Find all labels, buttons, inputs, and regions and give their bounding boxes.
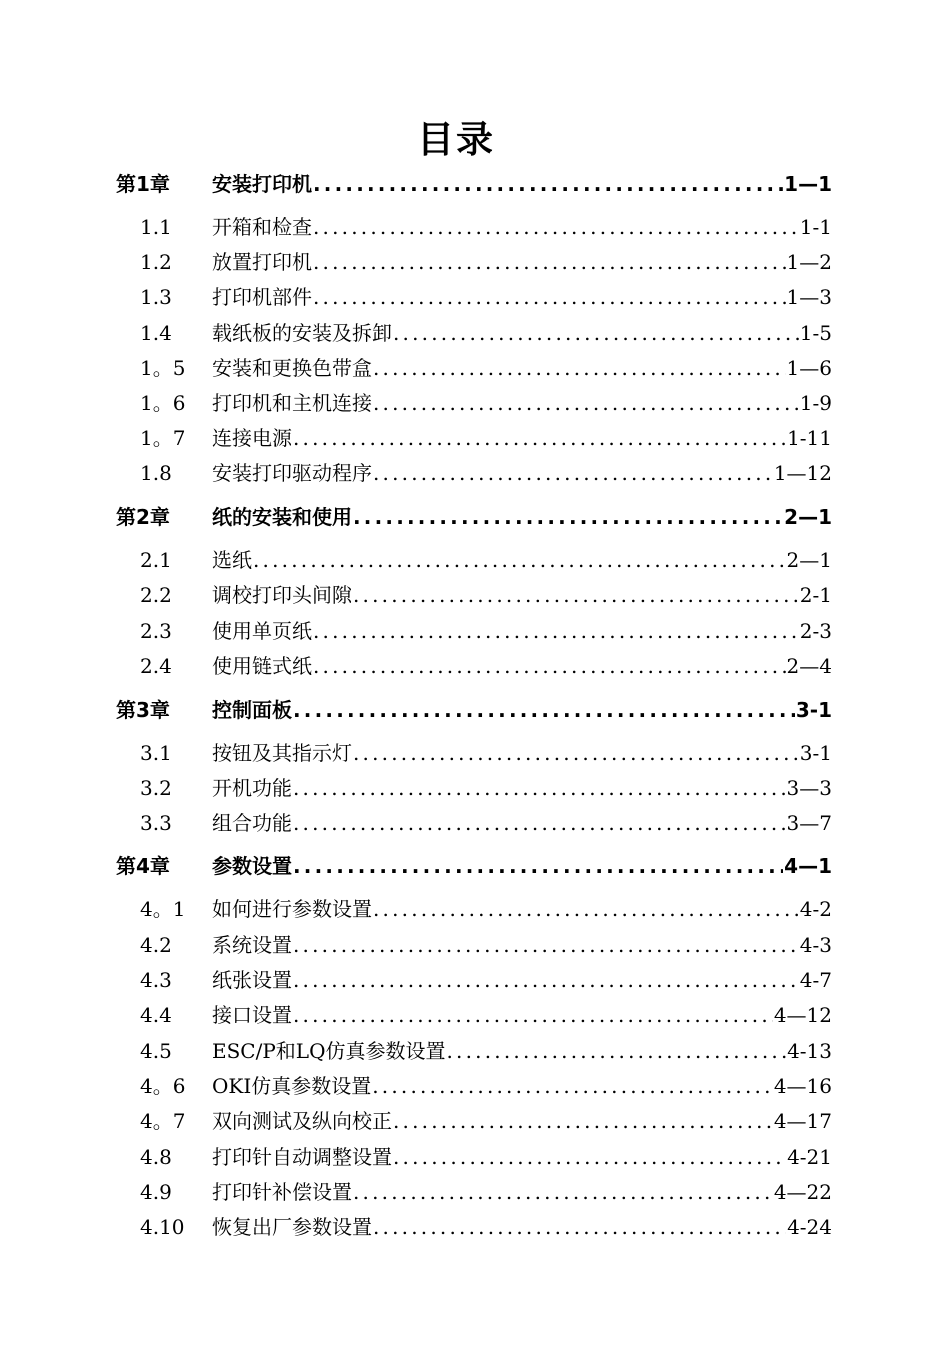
leader-dots (393, 318, 799, 348)
chapter-title: 安装打印机 (212, 172, 312, 196)
section-number: 4.9 (140, 1180, 172, 1204)
section-number: 1.3 (140, 285, 172, 309)
section-title: 接口设置 (212, 1003, 292, 1027)
section-title: ESC/P和LQ仿真参数设置 (212, 1039, 446, 1063)
toc-section-4-1[interactable] (0, 894, 950, 924)
section-title: 调校打印头间隙 (212, 583, 352, 607)
leader-dots (353, 1177, 773, 1207)
section-title: 双向测试及纵向校正 (212, 1109, 392, 1133)
leader-dots (313, 212, 799, 242)
toc-chapter-4[interactable] (0, 851, 950, 881)
leader-dots (293, 1000, 773, 1030)
chapter-number: 第3章 (116, 698, 170, 722)
leader-dots (393, 1142, 786, 1172)
leader-dots (353, 502, 783, 532)
section-title: 纸张设置 (212, 968, 292, 992)
toc-section-4-7[interactable] (0, 1106, 950, 1136)
page-number: 4—22 (773, 1180, 832, 1204)
page-number: 3-1 (799, 741, 832, 765)
chapter-number: 第4章 (116, 854, 170, 878)
page-number: 4-2 (799, 897, 832, 921)
leader-dots (293, 423, 786, 453)
section-title: 打印针补偿设置 (212, 1180, 352, 1204)
leader-dots (373, 458, 773, 488)
page-number: 4-7 (799, 968, 832, 992)
section-title: OKI仿真参数设置 (212, 1074, 372, 1098)
section-number: 4。7 (140, 1109, 186, 1133)
section-title: 开机功能 (212, 776, 292, 800)
toc-section-2-3[interactable] (0, 616, 950, 646)
leader-dots (293, 695, 795, 725)
section-title: 连接电源 (212, 426, 292, 450)
section-title: 组合功能 (212, 811, 292, 835)
chapter-title: 参数设置 (212, 854, 292, 878)
page-number: 1-5 (799, 321, 832, 345)
page-number: 4—16 (773, 1074, 832, 1098)
section-number: 4.10 (140, 1215, 185, 1239)
page-number: 4—17 (773, 1109, 832, 1133)
toc-chapter-2[interactable] (0, 502, 950, 532)
toc-section-1-2[interactable] (0, 247, 950, 277)
page-number: 1—6 (786, 356, 832, 380)
section-number: 1.2 (140, 250, 172, 274)
toc-chapter-1[interactable] (0, 169, 950, 199)
toc-section-1-7[interactable] (0, 423, 950, 453)
section-number: 4.2 (140, 933, 172, 957)
page-number: 1—3 (786, 285, 832, 309)
section-number: 4.8 (140, 1145, 172, 1169)
section-number: 1。5 (140, 356, 186, 380)
leader-dots (313, 616, 799, 646)
leader-dots (373, 353, 786, 383)
leader-dots (293, 773, 786, 803)
section-title: 恢复出厂参数设置 (212, 1215, 372, 1239)
section-number: 3.1 (140, 741, 172, 765)
leader-dots (313, 651, 786, 681)
section-number: 1。6 (140, 391, 186, 415)
section-title: 放置打印机 (212, 250, 312, 274)
toc-section-2-4[interactable] (0, 651, 950, 681)
section-number: 3.2 (140, 776, 172, 800)
toc-section-2-2[interactable] (0, 580, 950, 610)
section-title: 如何进行参数设置 (212, 897, 372, 921)
section-number: 1.4 (140, 321, 172, 345)
section-title: 开箱和检查 (212, 215, 312, 239)
leader-dots (313, 282, 786, 312)
section-number: 4.4 (140, 1003, 172, 1027)
leader-dots (293, 851, 783, 881)
toc-section-4-6[interactable] (0, 1071, 950, 1101)
chapter-number: 第2章 (116, 505, 170, 529)
section-title: 使用单页纸 (212, 619, 312, 643)
section-title: 安装和更换色带盒 (212, 356, 372, 380)
page-number: 2—4 (786, 654, 832, 678)
leader-dots (313, 169, 783, 199)
page-number: 4—12 (773, 1003, 832, 1027)
leader-dots (353, 738, 799, 768)
section-number: 4.3 (140, 968, 172, 992)
section-title: 选纸 (212, 548, 252, 572)
page-number: 3—3 (786, 776, 832, 800)
leader-dots (393, 1106, 773, 1136)
page-number: 2-1 (799, 583, 832, 607)
toc-section-1-6[interactable] (0, 388, 950, 418)
toc-section-3-3[interactable] (0, 808, 950, 838)
toc-section-4-4[interactable] (0, 1000, 950, 1030)
toc-section-1-8[interactable] (0, 458, 950, 488)
page-number: 2-3 (799, 619, 832, 643)
section-title: 打印机和主机连接 (212, 391, 372, 415)
toc-section-4-9[interactable] (0, 1177, 950, 1207)
section-number: 3.3 (140, 811, 172, 835)
leader-dots (293, 930, 799, 960)
leader-dots (253, 545, 786, 575)
toc-section-2-1[interactable] (0, 545, 950, 575)
chapter-title: 纸的安装和使用 (212, 505, 352, 529)
section-number: 2.3 (140, 619, 172, 643)
section-number: 2.4 (140, 654, 172, 678)
page-number: 4-3 (799, 933, 832, 957)
leader-dots (373, 388, 799, 418)
page-number: 2—1 (786, 548, 832, 572)
page-number: 1—12 (773, 461, 832, 485)
leader-dots (313, 247, 786, 277)
page-number: 1-1 (799, 215, 832, 239)
page-number: 4-24 (787, 1215, 832, 1239)
toc-section-4-3[interactable] (0, 965, 950, 995)
section-number: 1。7 (140, 426, 186, 450)
toc-section-1-4[interactable] (0, 318, 950, 348)
page-number: 1—2 (786, 250, 832, 274)
toc-section-3-1[interactable] (0, 738, 950, 768)
toc-section-4-2[interactable] (0, 930, 950, 960)
leader-dots (293, 965, 799, 995)
toc-section-4-10[interactable] (0, 1212, 950, 1242)
leader-dots (372, 1071, 773, 1101)
section-title: 按钮及其指示灯 (212, 741, 352, 765)
toc-section-4-8[interactable] (0, 1142, 950, 1172)
toc-section-1-1[interactable] (0, 212, 950, 242)
section-number: 2.2 (140, 583, 172, 607)
page-number: 1—1 (784, 172, 832, 196)
page-number: 2—1 (784, 505, 832, 529)
section-title: 载纸板的安装及拆卸 (212, 321, 392, 345)
toc-section-3-2[interactable] (0, 773, 950, 803)
toc-chapter-3[interactable] (0, 695, 950, 725)
page-number: 3—7 (786, 811, 832, 835)
page-title: 目录 (417, 118, 495, 161)
page-number: 4-13 (787, 1039, 832, 1063)
leader-dots (353, 580, 799, 610)
toc-section-1-5[interactable] (0, 353, 950, 383)
section-number: 1.8 (140, 461, 172, 485)
section-number: 4。6 (140, 1074, 186, 1098)
section-title: 安装打印驱动程序 (212, 461, 372, 485)
page-number: 4-21 (787, 1145, 832, 1169)
page-number: 1-9 (799, 391, 832, 415)
leader-dots (373, 894, 799, 924)
section-number: 1.1 (140, 215, 172, 239)
section-number: 4。1 (140, 897, 186, 921)
page-number: 1-11 (787, 426, 832, 450)
section-number: 4.5 (140, 1039, 172, 1063)
page-number: 4—1 (784, 854, 832, 878)
section-number: 2.1 (140, 548, 172, 572)
leader-dots (446, 1036, 786, 1066)
section-title: 打印针自动调整设置 (212, 1145, 392, 1169)
toc-section-1-3[interactable] (0, 282, 950, 312)
leader-dots (373, 1212, 786, 1242)
chapter-title: 控制面板 (212, 698, 292, 722)
chapter-number: 第1章 (116, 172, 170, 196)
section-title: 打印机部件 (212, 285, 312, 309)
section-title: 系统设置 (212, 933, 292, 957)
leader-dots (293, 808, 786, 838)
page-number: 3-1 (795, 698, 832, 722)
section-title: 使用链式纸 (212, 654, 312, 678)
toc-section-4-5[interactable] (0, 1036, 950, 1066)
